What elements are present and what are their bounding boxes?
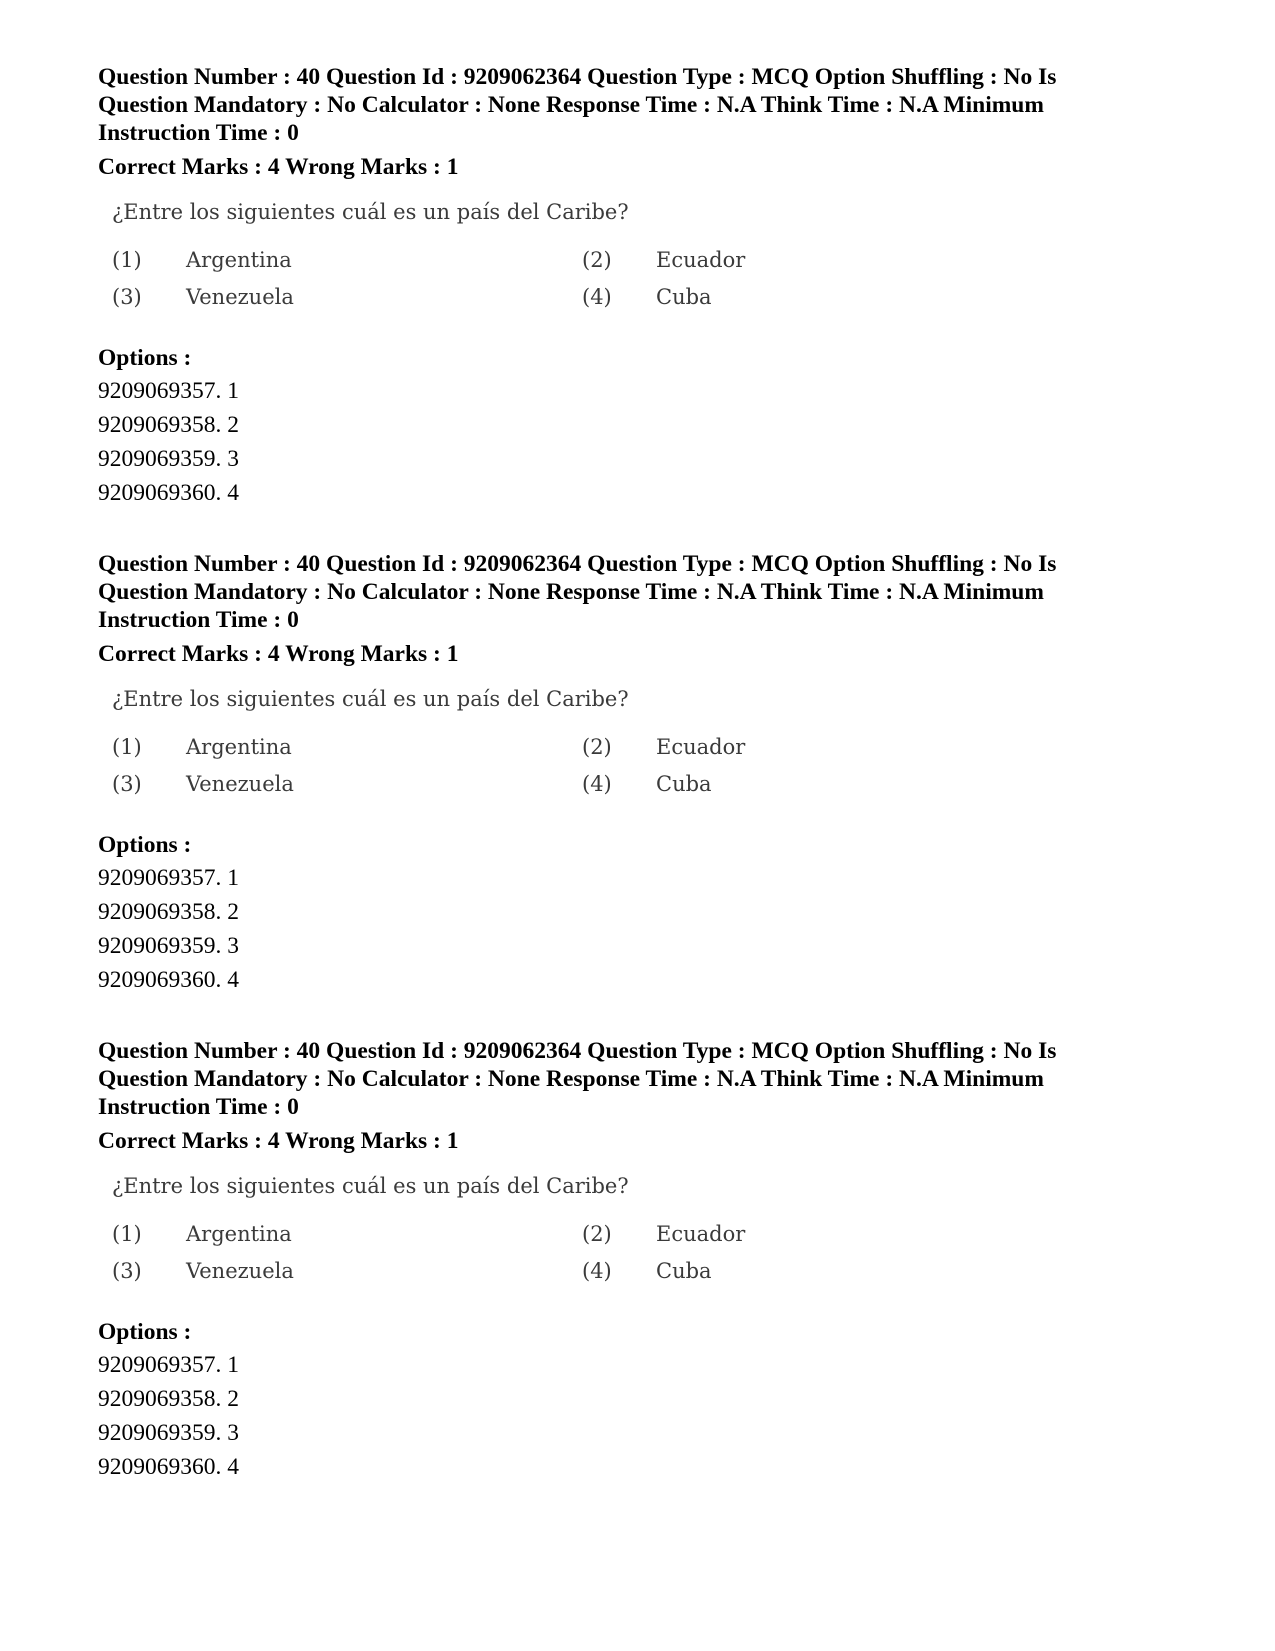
- marks-line: Correct Marks : 4 Wrong Marks : 1: [98, 1128, 459, 1154]
- choice-number: (4): [582, 285, 612, 309]
- options-list: [98, 1348, 1158, 1484]
- choice-number: (4): [582, 772, 612, 796]
- choice-number: (2): [582, 1222, 612, 1246]
- choice-number: (1): [112, 248, 142, 272]
- option-row: 9209069359. 3: [98, 933, 239, 959]
- options-list: [98, 374, 1158, 510]
- choice-label: Cuba: [656, 285, 712, 309]
- choice-label: Argentina: [186, 1222, 292, 1246]
- meta-line: Question Mandatory : No Calculator : None Response Time : N.A Think Time : N.A Minimum: [98, 1066, 1044, 1092]
- choice-label: Venezuela: [186, 772, 294, 796]
- choice-label: Cuba: [656, 772, 712, 796]
- meta-line: Question Number : 40 Question Id : 9209062364 Question Type : MCQ Option Shuffling : No Is: [98, 551, 1057, 577]
- question-image: [112, 1167, 746, 1302]
- question-block: [98, 550, 1158, 997]
- option-row: 9209069358. 2: [98, 899, 239, 925]
- question-block: [98, 63, 1158, 510]
- question-image: [112, 680, 746, 815]
- meta-line: Instruction Time : 0: [98, 607, 299, 633]
- option-row: 9209069357. 1: [98, 378, 239, 404]
- option-row: 9209069360. 4: [98, 480, 239, 506]
- option-row: 9209069358. 2: [98, 412, 239, 438]
- choice-number: (1): [112, 1222, 142, 1246]
- choice-number: (2): [582, 248, 612, 272]
- option-row: 9209069360. 4: [98, 1454, 239, 1480]
- choice-label: Venezuela: [186, 285, 294, 309]
- question-text: ¿Entre los siguientes cuál es un país del Caribe?: [112, 1174, 629, 1198]
- options-heading: Options :: [98, 345, 192, 371]
- question-image: [112, 193, 746, 328]
- choice-label: Cuba: [656, 1259, 712, 1283]
- option-row: 9209069359. 3: [98, 446, 239, 472]
- choice-label: Ecuador: [656, 735, 746, 759]
- options-heading: Options :: [98, 1319, 192, 1345]
- question-text: ¿Entre los siguientes cuál es un país del Caribe?: [112, 687, 629, 711]
- option-row: 9209069357. 1: [98, 865, 239, 891]
- choice-label: Ecuador: [656, 1222, 746, 1246]
- choice-number: (3): [112, 1259, 142, 1283]
- meta-line: Question Mandatory : No Calculator : None Response Time : N.A Think Time : N.A Minimum: [98, 92, 1044, 118]
- choice-number: (3): [112, 772, 142, 796]
- option-row: 9209069357. 1: [98, 1352, 239, 1378]
- choice-label: Argentina: [186, 248, 292, 272]
- question-text: ¿Entre los siguientes cuál es un país del Caribe?: [112, 200, 629, 224]
- option-row: 9209069360. 4: [98, 967, 239, 993]
- meta-line: Instruction Time : 0: [98, 120, 299, 146]
- meta-line: Instruction Time : 0: [98, 1094, 299, 1120]
- choice-label: Argentina: [186, 735, 292, 759]
- choice-label: Ecuador: [656, 248, 746, 272]
- choice-number: (2): [582, 735, 612, 759]
- question-block: [98, 1037, 1158, 1484]
- option-row: 9209069358. 2: [98, 1386, 239, 1412]
- choice-number: (3): [112, 285, 142, 309]
- choice-label: Venezuela: [186, 1259, 294, 1283]
- marks-line: Correct Marks : 4 Wrong Marks : 1: [98, 154, 459, 180]
- options-list: [98, 861, 1158, 997]
- question-meta: [98, 63, 1158, 147]
- meta-line: Question Number : 40 Question Id : 9209062364 Question Type : MCQ Option Shuffling : No Is: [98, 1038, 1057, 1064]
- choice-number: (1): [112, 735, 142, 759]
- options-heading: Options :: [98, 832, 192, 858]
- question-meta: [98, 1037, 1158, 1121]
- marks-line: Correct Marks : 4 Wrong Marks : 1: [98, 641, 459, 667]
- meta-line: Question Mandatory : No Calculator : None Response Time : N.A Think Time : N.A Minimum: [98, 579, 1044, 605]
- choice-number: (4): [582, 1259, 612, 1283]
- question-meta: [98, 550, 1158, 634]
- option-row: 9209069359. 3: [98, 1420, 239, 1446]
- meta-line: Question Number : 40 Question Id : 9209062364 Question Type : MCQ Option Shuffling : No Is: [98, 64, 1057, 90]
